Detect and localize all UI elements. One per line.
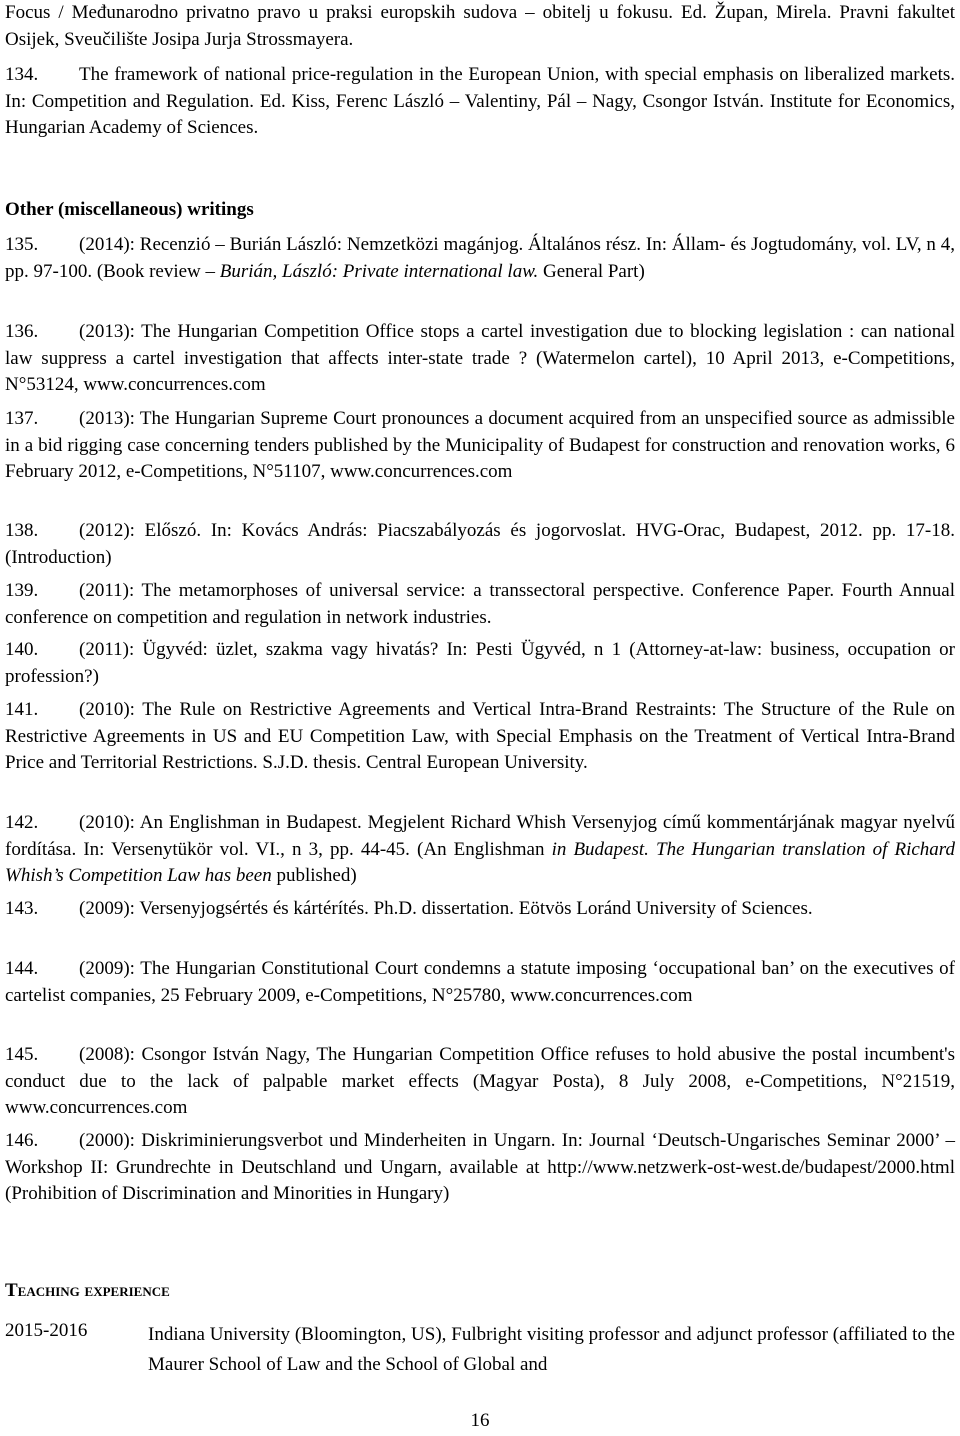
section-heading-other-writings: Other (miscellaneous) writings <box>5 199 254 220</box>
entry-text: (2009): Versenyjogsértés és kártérítés. Ph.D. dissertation. Eötvös Loránd University of Sciences. <box>79 898 813 919</box>
entry-text: (2010): The Rule on Restrictive Agreements and Vertical Intra-Brand Restraints: The Structure of the Rule on Restrictive Agreements in US and EU Competition Law, with Special Emphasis on the Treatment of Vertical Intra-Brand Price and Territorial Restrictions. S.J.D. thesis. Central European University. <box>5 699 955 773</box>
entry-text: (2012): Előszó. In: Kovács András: Piacszabályozás és jogorvoslat. HVG-Orac, Budapest, 2012. pp. 17-18. (Introduction) <box>5 520 955 568</box>
entry-143 <box>5 896 955 923</box>
entry-137 <box>5 406 955 486</box>
teaching-description: Indiana University (Bloomington, US), Fulbright visiting professor and adjunct professor (affiliated to the Maurer School of Law and the School of Global and <box>148 1324 955 1375</box>
entry-144 <box>5 956 955 1009</box>
entry-number: 137. <box>5 408 39 429</box>
entry-number: 135. <box>5 234 39 255</box>
entry-number: 142. <box>5 812 39 833</box>
entry-number: 144. <box>5 958 39 979</box>
entry-text: (2013): The Hungarian Competition Office stops a cartel investigation due to blocking legislation : can national law suppress a cartel investigation that affects inter-state trade ? (Watermelon cartel), 10 April 2013, e-Competitions, N°53124, www.concurrences.com <box>5 321 955 395</box>
entry-text: (2010): An Englishman in Budapest. Megjelent Richard Whish Versenyjog című kommentárjának magyar nyelvű fordítása. In: Versenytükör vol. VI., n 3, pp. 44-45. (An Englishman <box>5 812 955 860</box>
entry-text: (2011): Ügyvéd: üzlet, szakma vagy hivatás? In: Pesti Ügyvéd, n 1 (Attorney-at-law: business, occupation or profession?) <box>5 639 955 687</box>
entry-text: (2008): Csongor István Nagy, The Hungarian Competition Office refuses to hold abusive the postal incumbent's conduct due to the lack of palpable market effects (Magyar Posta), 8 July 2008, e-Competitions, N°21519, www.concurrences.com <box>5 1044 955 1118</box>
page-number: 16 <box>470 1410 490 1431</box>
entry-number: 136. <box>5 321 39 342</box>
entry-number: 139. <box>5 580 39 601</box>
entry-text: (2014): Recenzió – Burián László: Nemzetközi magánjog. Általános rész. In: Állam- és Jogtudomány, vol. LV, n 4, pp. 97-100. (Book review – <box>5 234 955 282</box>
entry-italic-text: in Budapest. The Hungarian translation of Richard Whish’s Competition Law has been <box>5 838 955 886</box>
entry-text: (2011): The metamorphoses of universal service: a transsectoral perspective. Conference Paper. Fourth Annual conference on competition and regulation in network industries. <box>5 580 955 628</box>
entry-number: 141. <box>5 699 39 720</box>
section-heading-teaching: Teaching experience <box>5 1280 170 1301</box>
entry-138 <box>5 518 955 571</box>
entry-145 <box>5 1042 955 1122</box>
entry-text-after: published) <box>276 865 357 886</box>
entry-133-continuation: Focus / Međunarodno privatno pravo u praksi europskih sudova – obitelj u fokusu. Ed. Župan, Mirela. Pravni fakultet Osijek, Sveučilište Josipa Jurja Strossmayera. <box>5 2 955 50</box>
entry-142 <box>5 810 955 890</box>
entry-140 <box>5 637 955 690</box>
entry-text: The framework of national price-regulation in the European Union, with special emphasis on liberalized markets. In: Competition and Regulation. Ed. Kiss, Ferenc László – Valentiny, Pál – Nagy, Csongor István. Institute for Economics, Hungarian Academy of Sciences. <box>5 64 955 138</box>
entry-number: 134. <box>5 64 39 85</box>
entry-number: 140. <box>5 639 39 660</box>
entry-text: (2013): The Hungarian Supreme Court pronounces a document acquired from an unspecified source as admissible in a bid rigging case concerning tenders published by the Municipality of Budapest for construction and renovation works, 6 February 2012, e-Competitions, N°51107, www.concurrences.com <box>5 408 955 482</box>
entry-136 <box>5 319 955 399</box>
entry-text: (2009): The Hungarian Constitutional Court condemns a statute imposing ‘occupational ban’ on the executives of cartelist companies, 25 February 2009, e-Competitions, N°25780, www.concurrences.com <box>5 958 955 1006</box>
entry-number: 146. <box>5 1130 39 1151</box>
teaching-year: 2015-2016 <box>5 1320 88 1341</box>
entry-number: 143. <box>5 898 39 919</box>
entry-italic-text: Burián, László: Private international law. <box>219 260 539 282</box>
entry-134 <box>5 62 955 142</box>
entry-146 <box>5 1128 955 1208</box>
entry-text-after: General Part) <box>542 260 645 282</box>
entry-135 <box>5 232 955 285</box>
entry-139 <box>5 578 955 631</box>
entry-number: 145. <box>5 1044 39 1065</box>
entry-text: (2000): Diskriminierungsverbot und Minderheiten in Ungarn. In: Journal ‘Deutsch-Ungarisches Seminar 2000’ – Workshop II: Grundrechte in Deutschland und Ungarn, available at http://www.netzwerk-ost-west.de/budapest/2000.html (Prohibition of Discrimination and Minorities in Hungary) <box>5 1130 955 1204</box>
entry-141 <box>5 697 955 777</box>
entry-number: 138. <box>5 520 39 541</box>
